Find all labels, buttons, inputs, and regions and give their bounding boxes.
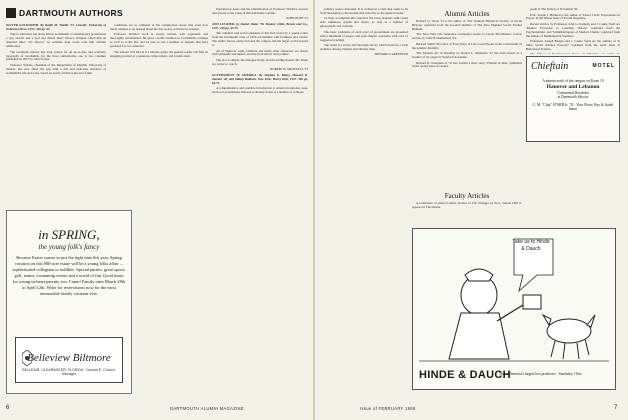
right-column-1 bbox=[320, 8, 408, 400]
review-paragraph: The scholar will find in it a reliable guide; the general reader will find an engaging portrait of a generous, improvident, and lovable man. bbox=[110, 49, 208, 58]
article-listing bbox=[526, 53, 620, 54]
article-listing: poem in The Nation of November 30. bbox=[530, 8, 579, 11]
review-entry: OLIVER GOLDSMITH. By Ralph M. Wardle '31. Lincoln: University of Nebraska Press, 1957. 330 pp. $5. bbox=[6, 24, 106, 31]
chieftain-motel-advertisement bbox=[526, 56, 620, 142]
ad-body: Because Easter comes in just the right time this year, Spring vacation on this 800-acre estate will be a young folks affair ... sophisticated collegians to toddlers. Special parties, great sports, golf, tennis, swimming events and a world of fun. Good times for young-in-heart parents, too. Come! Family rates March 28th to April 12th. Write for reservations now for the most memorable family vacation ever. bbox=[12, 255, 126, 296]
page-gutter bbox=[313, 0, 315, 420]
motel-label: MOTEL bbox=[592, 63, 615, 69]
review-paragraph: The twentieth century has long waited for an up-to-date and scholarly biography of Goldsmith, for the most authoritative one is two volumes published in 1837 by John Forster. bbox=[6, 49, 106, 62]
reviewer-signature: JOHN HOPE '33 bbox=[286, 16, 308, 21]
article-listing: Richard R. Workman Jr. '50 has written a short story, 'Prelude in June,' published in the spring issue of Gentry. bbox=[412, 60, 522, 69]
motel-amenity: Continental Breakfast bbox=[557, 90, 589, 95]
speech-bubble-text: Take us to Hinde & Dauch bbox=[512, 239, 550, 252]
ad-headline: in SPRING, bbox=[38, 227, 100, 242]
review-entry: AND LUCKIER, by Daniel Dunn '56. Boston: Little, Brown and Co., 1957. 248 pp. $3.75. bbox=[212, 21, 308, 30]
left-column-1 bbox=[6, 24, 106, 206]
alumni-articles-heading: Alumni Articles bbox=[444, 10, 490, 18]
motel-details bbox=[531, 79, 615, 112]
article-listing: Recent articles by Professors John G. Kemeny and J. Laurie Snell are 'Markov Processes in Learning Theory,' reprinted from the Psychometrika, and 'Semimartingales of Markov Chains,' reprinted from the Annals of Mathematical Statistics. bbox=[526, 21, 620, 38]
cartoon-illustration bbox=[419, 235, 609, 367]
review-paragraph: primary source materials. It is written in a style that seeks to be 'both interesting to the student and attractive to the general reader.' bbox=[320, 8, 408, 15]
article-listing: Prof. Joseph J. Harmon is the author of 'Easter Cards: Expressions in Prayer' in the Winter issue of Forum magazine. bbox=[526, 12, 620, 21]
motel-name: Chieftain bbox=[531, 61, 569, 72]
article-listing: Bernard Smith '28 writes of 'Four Ways of Life, Great Books in the Curriculum' in the Atlantic Monthly. bbox=[412, 41, 522, 50]
ad-subhead: the young folk's fancy bbox=[38, 243, 100, 251]
faculty-articles-text bbox=[412, 202, 522, 224]
reviewer-signature: ROBERT B. MICHAELS '53 bbox=[270, 67, 308, 72]
motel-location: A minute north of the campus on Route 10 bbox=[542, 79, 604, 83]
right-column-2 bbox=[412, 20, 522, 188]
review-paragraph: To help accomplish this objective the book abounds with visual aids: numerous graphs and charts, as well as a number of photographs and cartoons. bbox=[320, 16, 408, 29]
review-paragraph: Professor Wardle, chairman of the Department of English, University of Omaha, has now filled the gap with a full and judicious narrative of Goldsmith's life and work, based on nearly all that is known of him. bbox=[6, 62, 106, 75]
left-column-3 bbox=[212, 8, 308, 400]
article-listing: 'The New York Life Insurance Company's Guide to Career Information,' review section by John H. Dunnelison '44. bbox=[412, 32, 522, 41]
faculty-articles-heading: Faculty Articles bbox=[444, 192, 490, 200]
review-paragraph: The basic problems of each level of government are presented with a minimum of jargon, and each chapter concludes with a list of suggested readings. bbox=[320, 29, 408, 42]
belleview-advertisement bbox=[6, 210, 132, 394]
review-paragraph: The plot is simple, the dialogue lively, and the ending honest. Mr. Dunn is a writer to watch. bbox=[212, 57, 308, 66]
review-paragraph: A comprehensive and readable introduction to American national, state, and local government, this text is already in use at a number of colleges. bbox=[212, 86, 308, 95]
article-listing: Richard G. Wood '31 is the author of 'The Vermont Historical Society: A Social History,' reprinted from the Goodell number of The New England Social Studies Bulletin. bbox=[412, 20, 522, 31]
motel-amenity: at Dartmouth Skiway bbox=[557, 95, 589, 100]
page-number-left: 6 bbox=[6, 405, 10, 411]
article-listing: Professors Joseph Bergen and J. Laurie Snell are the authors of 'Is Mass Social Science Exactly?' reprinted from the April issue of Behavioral Science. bbox=[526, 39, 620, 51]
review-entry: GOVERNMENT IN AMERICA. By Stephen K. Bailey, Howard D. Samuel '48, and Sidney Baldwin. New York: Henry Holt, 1957. 569 pp. $6.75. bbox=[212, 72, 308, 85]
hinde-dauch-advertisement bbox=[412, 228, 616, 390]
motel-contact: C. M. "Chip" STARR Jr. '35 · Your Hosts: Ray & Isabel Sauro bbox=[532, 102, 614, 112]
belleview-logo bbox=[15, 337, 123, 383]
hinde-dauch-tagline: One of America's largest box producers · Sandusky, Ohio bbox=[499, 372, 582, 376]
logo-caption: BELLEAIR, CLEARWATER, FLORIDA · Donald E. Church, Manager bbox=[22, 368, 116, 376]
section-header bbox=[6, 6, 146, 19]
review-paragraph: The romantic and social elements of this first novel by a young writer from the Dartmouth class of 1956 are handled with freshness and candor. The author moves easily between the campus and the larger world beyond it. bbox=[212, 31, 308, 48]
logo-wordmark: Belleview Biltmore bbox=[27, 352, 111, 364]
reviewer-signature: HOWARD CARPENTER bbox=[374, 52, 408, 57]
motel-towns: Hanover and Lebanon bbox=[546, 83, 600, 90]
right-column-3 bbox=[526, 8, 620, 54]
review-paragraph: Professor Wardle's book is clearly written, well organized, and thoroughly documented. He gives careful attention to Goldsmith's writings as well as to his life, and he puts to rest a number of legends that have persisted for two centuries. bbox=[110, 32, 208, 49]
article-listing: A translation of Albert Camus' preface to The Stranger by Prof. Vernon Hall Jr. appears in The Nation. bbox=[412, 202, 522, 209]
review-paragraph: conditions are so confused or his complicated career, that even now much remains to be learned about his day-to-day activities in London. bbox=[110, 24, 208, 31]
hinde-dauch-logo: HINDE & DAUCH bbox=[419, 369, 511, 381]
section-title: DARTMOUTH AUTHORS bbox=[19, 7, 123, 18]
review-paragraph: This is what they say about Oliver Goldsmith: a contemporary pronounced a 'gay sloven' and a 'pert and dainty idler'; Horace Walpole called him an 'inspired idiot.' Yet 'Doctor' no sensible man could read him without admiration. bbox=[6, 32, 106, 49]
article-listing: 'The Modern Art of Reading' by Robert L. Bernstein '47 has been issued as a booklet of six pages by Stanford Academic. bbox=[412, 51, 522, 60]
left-footer: DARTMOUTH ALUMNI MAGAZINE bbox=[170, 406, 244, 411]
page-number-right: 7 bbox=[614, 405, 618, 411]
section-mark-icon bbox=[6, 8, 16, 18]
review-paragraph: All of Hanover Girls, Children and many other characters are drawn with sympathy and humor, and the book shows real promise. bbox=[212, 48, 308, 57]
review-paragraph: The result is a lively and thorough survey which deserves a wide audience among students and citizens alike. bbox=[320, 43, 408, 51]
review-paragraph: Explanatory notes and the identification of Professor Wardle's sources add greatly to the value of this handsome volume. bbox=[212, 8, 308, 15]
right-footer: Issue of FEBRUARY 1958 bbox=[360, 406, 416, 411]
left-column-2 bbox=[110, 24, 208, 206]
